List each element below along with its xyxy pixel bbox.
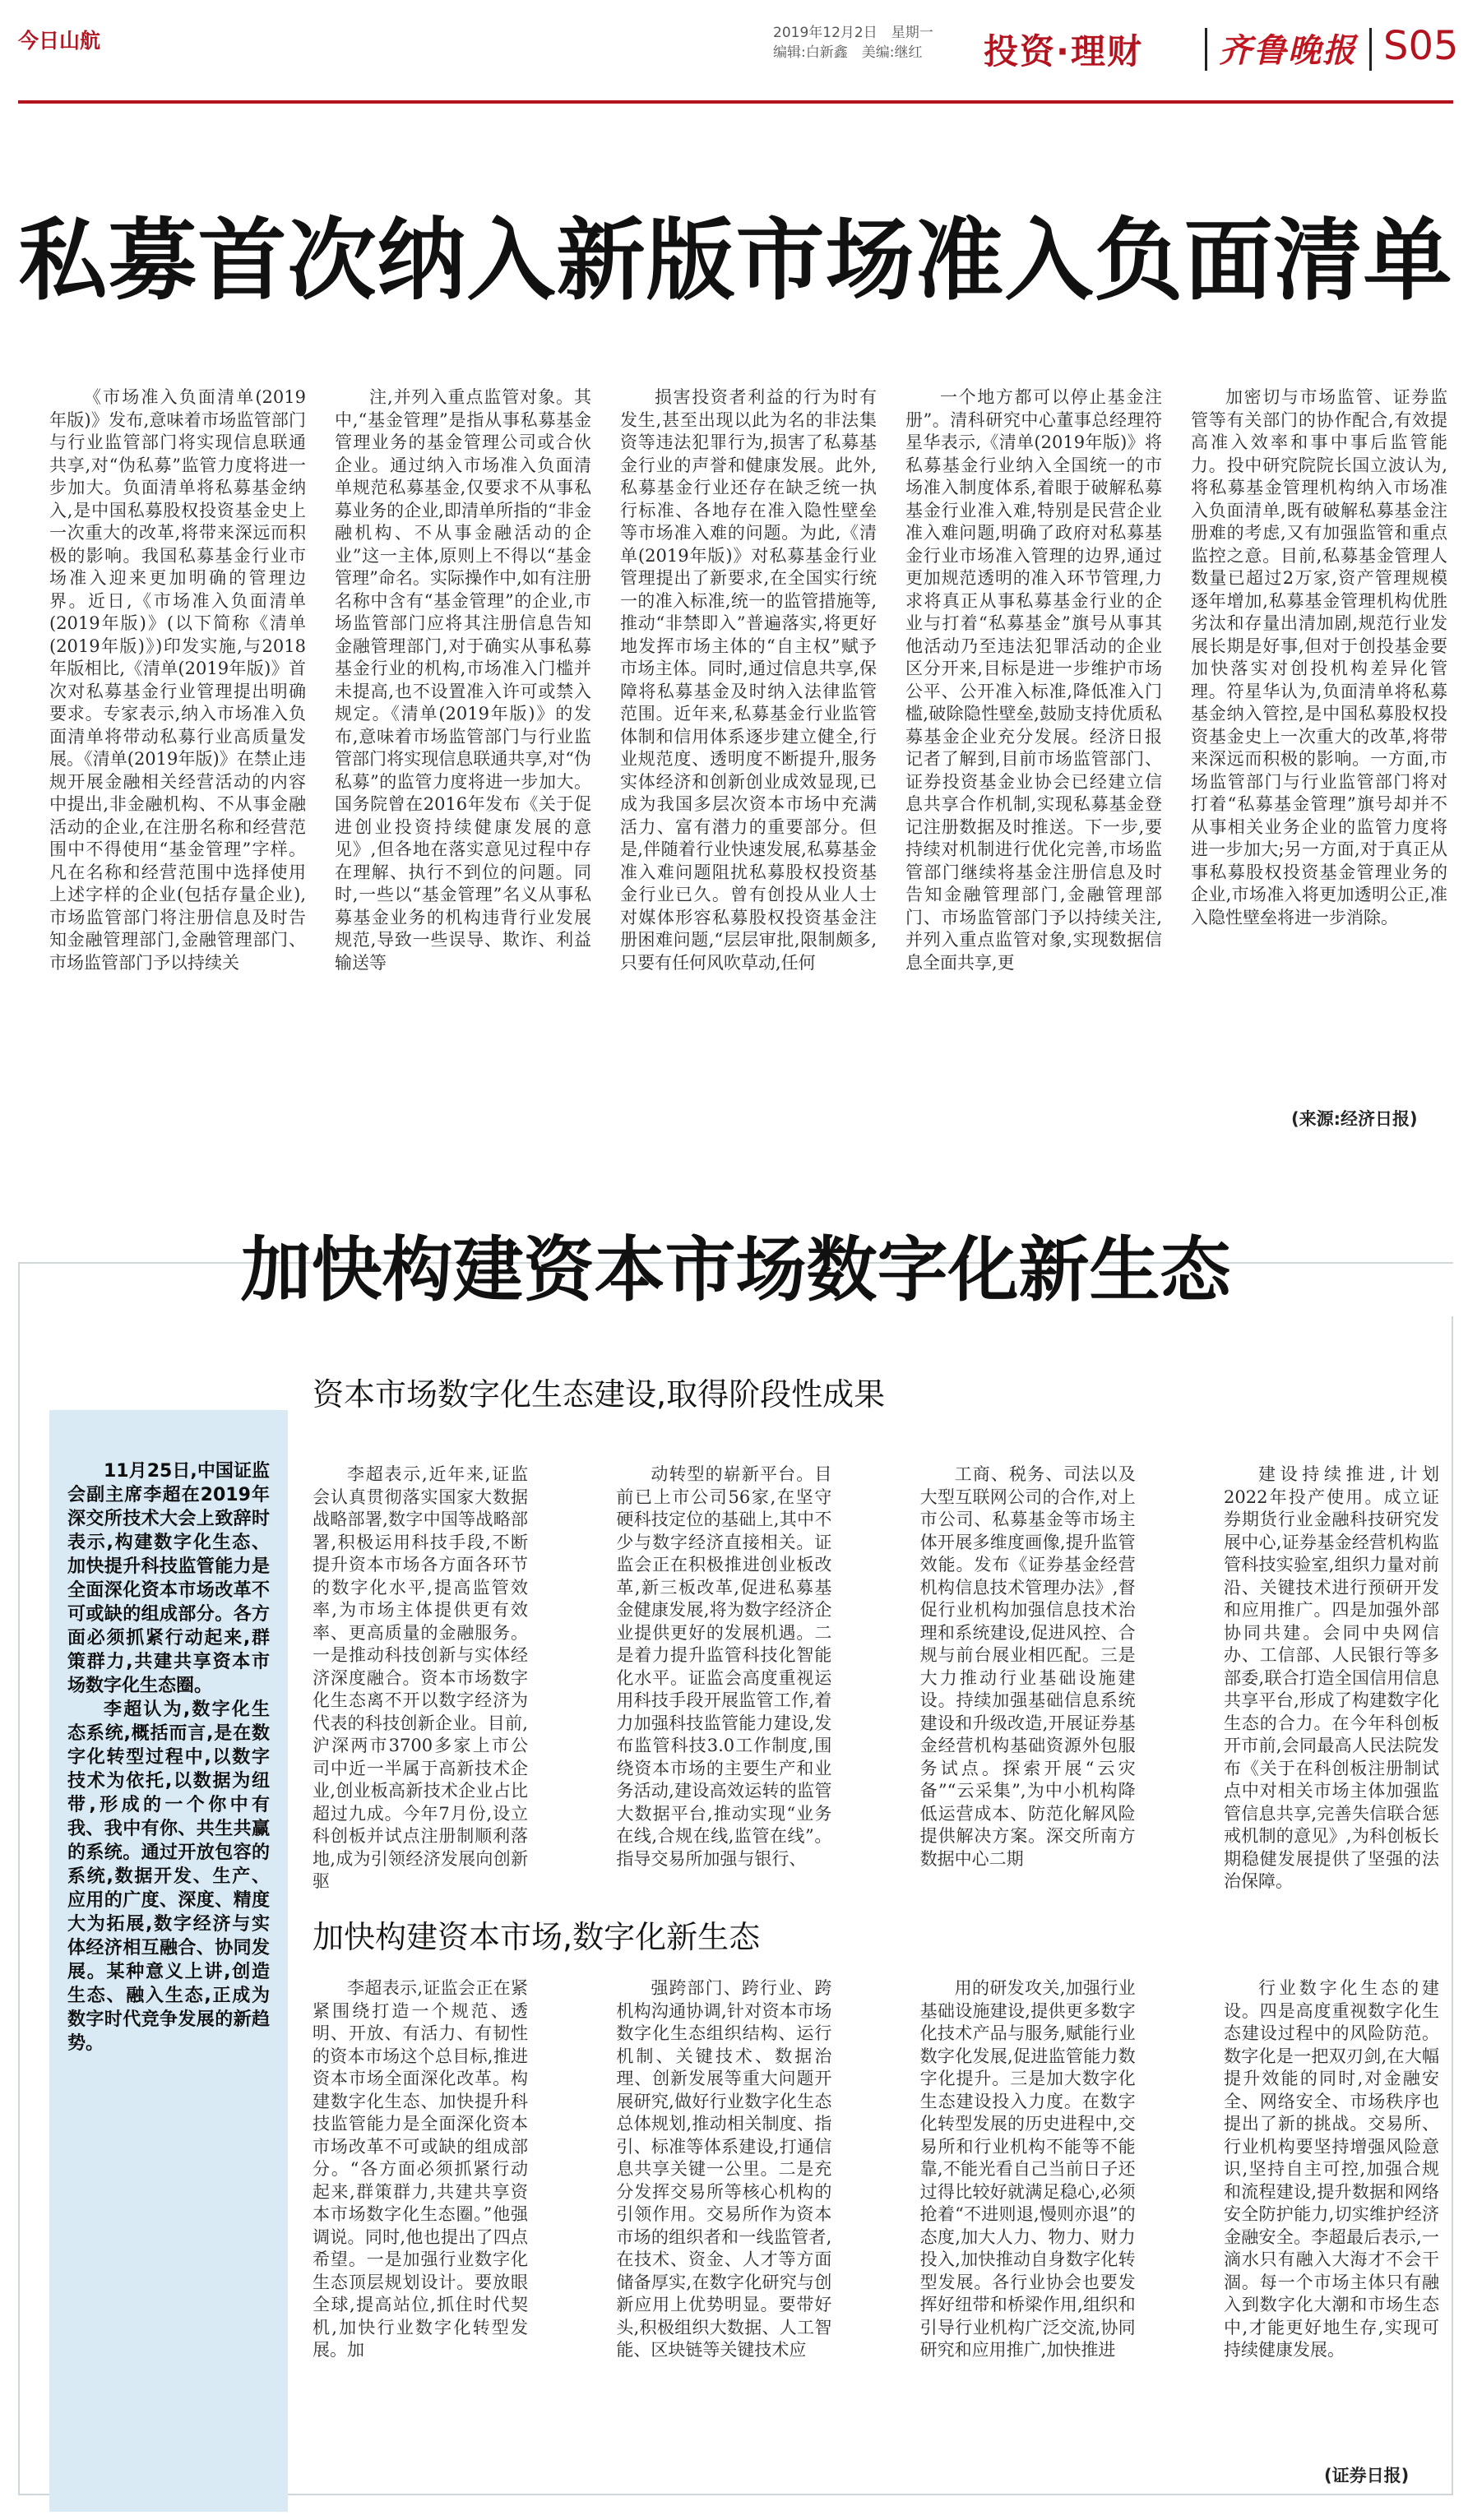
issue-meta (773, 23, 979, 62)
header-divider (1205, 28, 1207, 71)
article2-column: 李超表示,近年来,证监会认真贯彻落实国家大数据战略部署,数字中国等战略部署,积极运用科技手段,不断提升资本市场各方面各环节的数字化水平,提高监管效率,为市场主体提供更有效率、更高质量的金融服务。一是推动科技创新与实体经济深度融合。资本市场数字化生态离不开以数字经济为代表的科技创新企业。目前,沪深两市3700多家上市公司中近一半属于高新技术企业,创业板高新技术企业占比超过九成。今年7月份,设立科创板并试点注册制顺利落地,成为引领经济发展向创新驱 (313, 1464, 528, 1891)
article2-body-bottom (313, 1977, 1439, 2479)
editor-line: 编辑:白新鑫 美编:继红 (773, 44, 923, 61)
article2-column: 动转型的崭新平台。目前已上市公司56家,在坚守硬科技定位的基础上,其中不少与数字经济直接相关。证监会正在积极推进创业板改革,新三板改革,促进私募基金健康发展,将为数字经济企业提供更好的发展机遇。二是着力提升监管科技化智能化水平。证监会高度重视运用科技手段开展监管工作,着力加强科技监管能力建设,发布监管科技3.0工作制度,围绕资本市场的主要生产和业务活动,建设高效运转的监管大数据平台,推动实现“业务在线,合规在线,监管在线”。指导交易所加强与银行、 (616, 1464, 832, 1869)
article2-column: 用的研发攻关,加强行业基础设施建设,提供更多数字化技术产品与服务,赋能行业数字化发展,促进监管能力数字化提升。三是加大数字化生态建设投入力度。在数字化转型发展的历史进程中,交易所和行业机构不能等不能靠,不能光看自己当前日子还过得比较好就满足稳心,必须抢着“不进则退,慢则亦退”的态度,加大人力、物力、财力投入,加快推动自身数字化转型发展。各行业协会也要发挥好纽带和桥梁作用,组织和引导行业机构广泛交流,协同研究和应用推广,加快推进 (919, 1978, 1136, 2360)
article1-source: (来源:经济日报) (1291, 1109, 1418, 1129)
article1-column: 加密切与市场监管、证券监管等有关部门的协作配合,有效提高准入效率和事中事后监管能力。投中研究院院长国立波认为,将私募基金管理机构纳入市场准入负面清单,既有破解私募基金注册难的考虑,又有加强监管和重点监控之意。目前,私募基金管理人数量已超过2万家,资产管理规模逐年增加,私募基金管理机构优胜劣汰和存量出清加剧,规范行业发展长期是好事,但对于创投基金要加快落实对创投机构差异化管理。符星华认为,负面清单将私募基金纳入管控,是中国私募股权投资基金史上一次重大的改革,将带来深远而积极的影响。一方面,市场监管部门与行业监管部门将对打着“私募基金管理”旗号却并不从事相关业务企业的监管力度将进一步加大;另一方面,对于真正从事私募股权投资基金管理业务的企业,市场准入将更加透明公正,准入隐性壁垒将进一步消除。 (1191, 387, 1447, 927)
column-name: 今日山航 (18, 29, 101, 53)
article2-column: 建设持续推进,计划2022年投产使用。成立证券期货行业金融科技研究发展中心,证券基金经营机构监管科技实验室,组织力量对前沿、关键技术进行预研开发和应用推广。四是加强外部协同共建。会同中央网信办、工信部、人民银行等多部委,联合打造全国信用信息共享平台,形成了构建数字化生态的合力。在今年科创板开市前,会同最高人民法院发布《关于在科创板注册制试点中对相关市场主体加强监管信息共享,完善失信联合惩戒机制的意见》,为科创板长期稳健发展提供了坚强的法治保障。 (1223, 1464, 1439, 1891)
article2-source: (证券日报) (1324, 2466, 1410, 2485)
article2-column: 强跨部门、跨行业、跨机构沟通协调,针对资本市场数字化生态组织结构、运行机制、关键技术、数据治理、创新发展等重大问题开展研究,做好行业数字化生态总体规划,推动相关制度、指引、标准等体系建设,打通信息共享关键一公里。二是充分发挥交易所等核心机构的引领作用。交易所作为资本市场的组织者和一线监管者,在技术、资金、人才等方面储备厚实,在数字化研究与创新应用上优势明显。要带好头,积极组织大数据、人工智能、区块链等关键技术应 (616, 1978, 832, 2360)
article1-headline: 私募首次纳入新版市场准入负面清单 (18, 210, 1453, 312)
header-divider (1369, 28, 1372, 71)
article2-column: 李超表示,证监会正在紧紧围绕打造一个规范、透明、开放、有活力、有韧性的资本市场这个总目标,推进资本市场全面深化改革。构建数字化生态、加快提升科技监管能力是全面深化资本市场改革不可或缺的组成部分。“各方面必须抓紧行动起来,群策群力,共建共享资本市场数字化生态圈。”他强调说。同时,他也提出了四点希望。一是加强行业数字化生态顶层规划设计。要放眼全球,提高站位,抓住时代契机,加快行业数字化转型发展。加 (313, 1978, 528, 2360)
lead-paragraph: 11月25日,中国证监会副主席李超在2019年深交所技术大会上致辞时表示,构建数字化生态、加快提升科技监管能力是全面深化资本市场改革不可或缺的组成部分。各方面必须抓紧行动起来,群策群力,共建共享资本市场数字化生态圈。 (67, 1461, 270, 1696)
article2-column: 工商、税务、司法以及大型互联网公司的合作,对上市公司、私募基金等市场主体开展多维度画像,提升监管效能。发布《证券基金经营机构信息技术管理办法》,督促行业机构加强信息技术治理和系统建设,促进风控、合规与前台展业相匹配。三是大力推动行业基础设施建设。持续加强基础信息系统建设和升级改造,开展证券基金经营机构基础资源外包服务试点。探索开展“云灾备”“云采集”,为中小机构降低运营成本、防范化解风险提供解决方案。深交所南方数据中心二期 (919, 1464, 1136, 1869)
page-number: S05 (1383, 23, 1459, 69)
article1-column: 注,并列入重点监管对象。其中,“基金管理”是指从事私募基金管理业务的基金管理公司或合伙企业。通过纳入市场准入负面清单规范私募基金,仅要求不从事私募业务的企业,即清单所指的“非金融机构、不从事金融活动的企业”这一主体,原则上不得以“基金管理”命名。实际操作中,如有注册名称中含有“基金管理”的企业,市场监管部门应将其注册信息告知金融管理部门,对于确实从事私募基金行业的机构,市场准入门槛并未提高,也不设置准入许可或禁入规定。《清单(2019年版)》的发布,意味着市场监管部门与行业监管部门将实现信息联通共享,对“伪私募”的监管力度将进一步加大。国务院曾在2016年发布《关于促进创业投资持续健康发展的意见》,但各地在落实意见过程中存在理解、执行不到位的问题。同时,一些以“基金管理”名义从事私募基金业务的机构违背行业发展规范,导致一些误导、欺诈、利益输送等 (335, 387, 591, 973)
newspaper-logo: 齐鲁晚报 (1219, 31, 1357, 70)
article2-headline: 加快构建资本市场数字化新生态 (240, 1229, 1231, 1311)
article1-column: 损害投资者利益的行为时有发生,甚至出现以此为名的非法集资等违法犯罪行为,损害了私募基金行业的声誉和健康发展。此外,私募基金行业还存在缺乏统一执行标准、各地存在准入隐性壁垒等市场准入难的问题。为此,《清单(2019年版)》对私募基金行业管理提出了新要求,在全国实行统一的准入标准,统一的监管措施等,推动“非禁即入”普遍落实,将更好地发挥市场主体的“自主权”赋予市场主体。同时,通过信息共享,保障将私募基金及时纳入法律监管范围。近年来,私募基金行业监管体制和信用体系逐步建立健全,行业规范度、透明度不断提升,服务实体经济和创新创业成效显现,已成为我国多层次资本市场中充满活力、富有潜力的重要部分。但是,伴随着行业快速发展,私募基金准入难问题阻扰私募股权投资基金行业已久。曾有创投从业人士对媒体形容私募股权投资基金注册困难问题,“层层审批,限制颇多,只要有任何风吹草动,任何 (620, 387, 877, 973)
lead-paragraph: 李超认为,数字化生态系统,概括而言,是在数字化转型过程中,以数字技术为依托,以数据为纽带,形成的一个你中有我、我中有你、共生共赢的系统。通过开放包容的系统,数据开发、生产、应用的广度、深度、精度大为拓展,数字经济与实体经济相互融合、协同发展。某种意义上讲,创造生态、融入生态,正成为数字时代竞争发展的新趋势。 (67, 1699, 270, 2054)
section-title: 投资·理财 (984, 31, 1143, 72)
date-line: 2019年12月2日 星期一 (773, 25, 933, 41)
article2-subhead: 资本市场数字化生态建设,取得阶段性成果 (313, 1376, 886, 1413)
article2-column: 行业数字化生态的建设。四是高度重视数字化生态建设过程中的风险防范。数字化是一把双刃剑,在大幅提升效能的同时,对金融安全、网络安全、市场秩序也提出了新的挑战。交易所、行业机构要坚持增强风险意识,坚持自主可控,加强合规和流程建设,提升数据和网络安全防护能力,切实维护经济金融安全。李超最后表示,一滴水只有融入大海才不会干涸。每一个市场主体只有融入到数字化大潮和市场生态中,才能更好地生存,实现可持续健康发展。 (1223, 1978, 1439, 2360)
header-rule (18, 100, 1453, 104)
article1-column: 《市场准入负面清单(2019年版)》发布,意味着市场监管部门与行业监管部门将实现信息联通共享,对“伪私募”监管力度将进一步加大。负面清单将私募基金纳入,是中国私募股权投资基金史上一次重大的改革,将带来深远而积极的影响。我国私募基金行业市场准入迎来更加明确的管理边界。近日,《市场准入负面清单(2019年版)》(以下简称《清单(2019年版)》)印发实施,与2018年版相比,《清单(2019年版)》首次对私募基金行业管理提出明确要求。专家表示,纳入市场准入负面清单将带动私募行业高质量发展。《清单(2019年版)》在禁止违规开展金融相关经营活动的内容中提出,非金融机构、不从事金融活动的企业,在注册名称和经营范围中不得使用“基金管理”字样。凡在名称和经营范围中选择使用上述字样的企业(包括存量企业),市场监管部门将注册信息及时告知金融管理部门,金融管理部门、市场监管部门予以持续关 (49, 387, 306, 973)
article2-subhead: 加快构建资本市场,数字化新生态 (313, 1919, 761, 1955)
article2-body-top (313, 1463, 1439, 1916)
article1-body (49, 386, 1447, 1135)
article1-column: 一个地方都可以停止基金注册”。清科研究中心董事总经理符星华表示,《清单(2019年版)》将私募基金行业纳入全国统一的市场准入制度体系,着眼于破解私募基金行业准入难,特别是民营企业准入难问题,明确了政府对私募基金行业市场准入管理的边界,通过更加规范透明的准入环节管理,力求将真正从事私募基金行业的企业与打着“私募基金”旗号从事其他活动乃至违法犯罪活动的企业区分开来,目标是进一步维护市场公平、公开准入标准,降低准入门槛,破除隐性壁垒,鼓励支持优质私募基金企业充分发展。经济日报记者了解到,目前市场监管部门、证券投资基金业协会已经建立信息共享合作机制,实现私募基金登记注册数据及时推送。下一步,要持续对机制进行优化完善,市场监管部门继续将基金注册信息及时告知金融管理部门,金融管理部门、市场监管部门予以持续关注,并列入重点监管对象,实现数据信息全面共享,更 (905, 387, 1162, 973)
article2-lead-box (49, 1410, 288, 2512)
